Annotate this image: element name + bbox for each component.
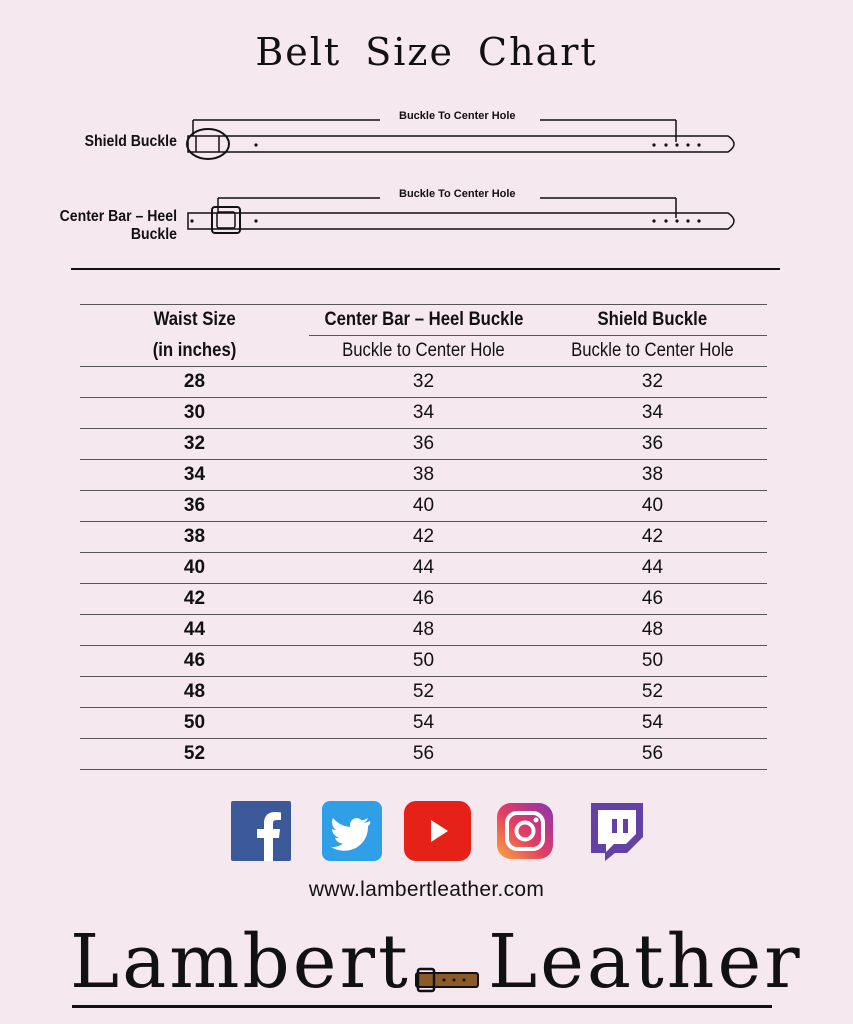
shield-length-cell: 50 [538, 646, 767, 677]
size-row [80, 677, 767, 708]
center-bar-belt [188, 198, 734, 233]
shield-measure-label: Buckle To Center Hole [391, 110, 524, 122]
brand-underline [72, 1005, 772, 1008]
youtube-icon[interactable] [404, 801, 471, 861]
waist-size-cell: 34 [80, 460, 309, 491]
center-bar-length-cell: 50 [309, 646, 538, 677]
center-bar-length-cell: 34 [309, 398, 538, 429]
brand-word-right: Leather [488, 919, 803, 1005]
center-bar-length-cell: 40 [309, 491, 538, 522]
waist-size-cell: 40 [80, 553, 309, 584]
divider [71, 268, 780, 270]
waist-size-cell: 42 [80, 584, 309, 615]
center-bar-length-cell: 42 [309, 522, 538, 553]
waist-size-cell: 36 [80, 491, 309, 522]
twitch-icon[interactable] [585, 801, 645, 861]
size-row [80, 491, 767, 522]
size-row [80, 615, 767, 646]
size-row [80, 739, 767, 770]
center-bar-length-cell: 52 [309, 677, 538, 708]
header-shield-sub: Buckle to Center Hole [538, 336, 767, 367]
shield-buckle-label: Shield Buckle [84, 133, 177, 150]
center-bar-length-cell: 44 [309, 553, 538, 584]
header-center-bar-sub: Buckle to Center Hole [309, 336, 538, 367]
header-center-bar: Center Bar – Heel Buckle [309, 305, 538, 336]
center-bar-length-cell: 38 [309, 460, 538, 491]
center-bar-length-cell: 56 [309, 739, 538, 770]
waist-size-cell: 28 [80, 367, 309, 398]
center-bar-buckle-label: Center Bar – Heel Buckle [59, 208, 177, 243]
size-row [80, 584, 767, 615]
size-row [80, 522, 767, 553]
shield-length-cell: 48 [538, 615, 767, 646]
shield-length-cell: 34 [538, 398, 767, 429]
center-bar-length-cell: 54 [309, 708, 538, 739]
shield-length-cell: 40 [538, 491, 767, 522]
shield-length-cell: 46 [538, 584, 767, 615]
size-row [80, 646, 767, 677]
waist-size-cell: 44 [80, 615, 309, 646]
website-url[interactable]: www.lambertleather.com [308, 878, 545, 901]
waist-size-cell: 30 [80, 398, 309, 429]
shield-length-cell: 42 [538, 522, 767, 553]
center-bar-length-cell: 48 [309, 615, 538, 646]
social-links [0, 801, 853, 861]
shield-belt-holes [254, 143, 700, 146]
shield-length-cell: 32 [538, 367, 767, 398]
center-bar-length-cell: 46 [309, 584, 538, 615]
center-bar-measure-label: Buckle To Center Hole [391, 188, 524, 200]
size-row [80, 367, 767, 398]
shield-buckle-icon [187, 129, 229, 159]
shield-length-cell: 38 [538, 460, 767, 491]
size-row [80, 460, 767, 491]
brand-logo [60, 912, 803, 1012]
size-row [80, 429, 767, 460]
size-table [80, 304, 767, 770]
belt-logo-icon [414, 964, 484, 994]
size-row [80, 398, 767, 429]
belt-diagrams [0, 100, 853, 250]
waist-size-cell: 38 [80, 522, 309, 553]
center-bar-length-cell: 32 [309, 367, 538, 398]
size-row [80, 553, 767, 584]
shield-length-cell: 54 [538, 708, 767, 739]
waist-size-cell: 50 [80, 708, 309, 739]
chart-title: Belt Size Chart [255, 30, 598, 74]
facebook-icon[interactable] [231, 801, 291, 861]
instagram-icon[interactable] [497, 803, 553, 859]
shield-length-cell: 44 [538, 553, 767, 584]
shield-length-cell: 36 [538, 429, 767, 460]
center-bar-belt-holes [190, 219, 700, 222]
waist-size-cell: 32 [80, 429, 309, 460]
shield-buckle-belt [187, 120, 734, 159]
center-bar-length-cell: 36 [309, 429, 538, 460]
brand-word-left: Lambert [70, 919, 411, 1005]
header-shield: Shield Buckle [538, 305, 767, 336]
waist-size-cell: 48 [80, 677, 309, 708]
twitter-icon[interactable] [322, 801, 382, 861]
waist-size-cell: 52 [80, 739, 309, 770]
header-waist: Waist Size [80, 305, 309, 336]
header-waist-units: (in inches) [80, 336, 309, 367]
size-row [80, 708, 767, 739]
size-table-body [80, 367, 767, 770]
waist-size-cell: 46 [80, 646, 309, 677]
shield-length-cell: 52 [538, 677, 767, 708]
shield-length-cell: 56 [538, 739, 767, 770]
